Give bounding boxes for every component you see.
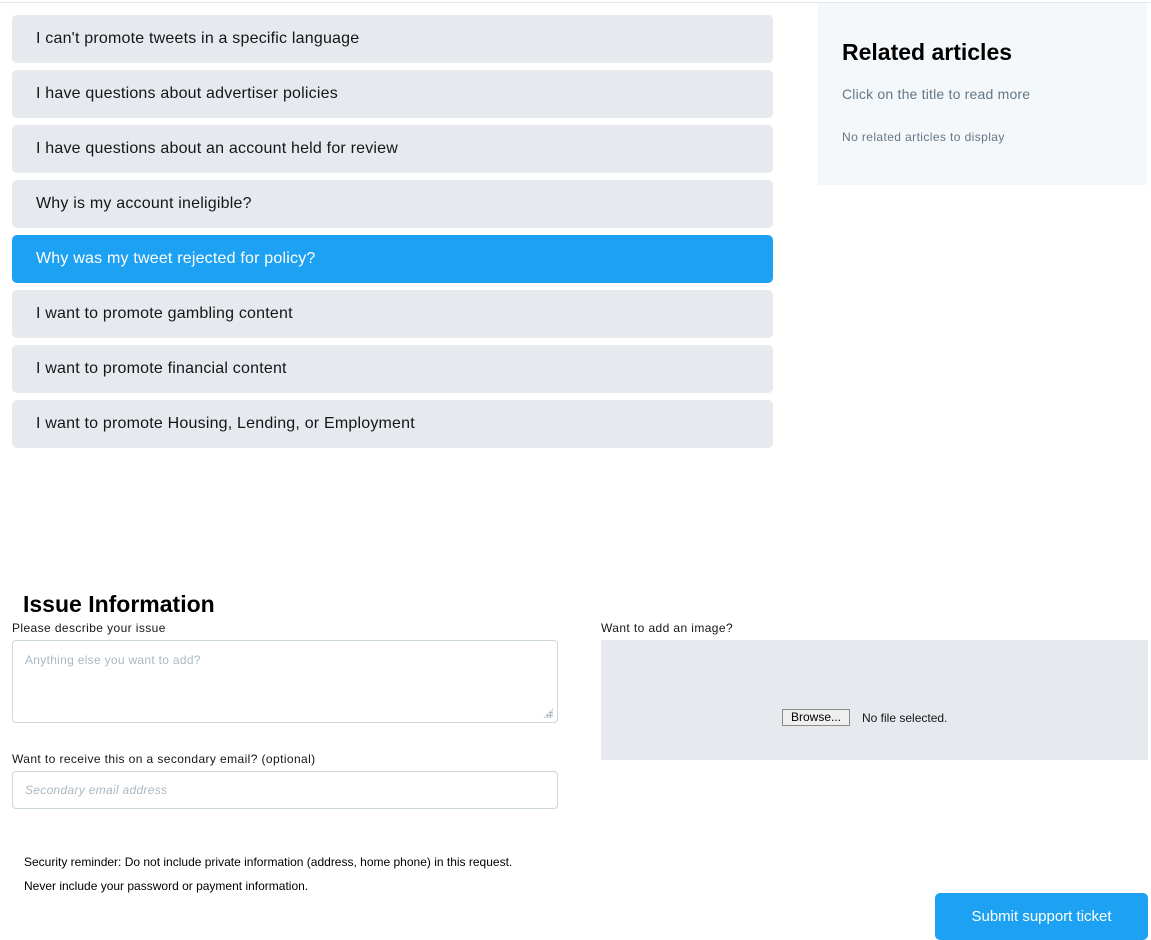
topic-option-housing-lending-employment[interactable]: I want to promote Housing, Lending, or Employment — [12, 400, 773, 448]
topic-option-financial[interactable]: I want to promote financial content — [12, 345, 773, 393]
security-reminder — [24, 850, 512, 898]
secondary-email-field — [12, 771, 558, 809]
secondary-email-input[interactable] — [13, 772, 557, 808]
image-upload-area[interactable] — [601, 640, 1148, 760]
issue-information-title: Issue Information — [23, 591, 215, 617]
describe-issue-label: Please describe your issue — [12, 621, 166, 635]
related-articles-subtitle: Click on the title to read more — [842, 86, 1031, 102]
related-articles-title: Related articles — [842, 39, 1013, 65]
topic-option-advertiser-policies[interactable]: I have questions about advertiser policies — [12, 70, 773, 118]
no-file-selected-text: No file selected. — [862, 711, 948, 725]
security-reminder-line-1: Security reminder: Do not include private information (address, home phone) in this request. — [24, 855, 513, 869]
topic-option-account-ineligible[interactable]: Why is my account ineligible? — [12, 180, 773, 228]
topic-option-gambling[interactable]: I want to promote gambling content — [12, 290, 773, 338]
topic-option-account-held[interactable]: I have questions about an account held for review — [12, 125, 773, 173]
describe-issue-input[interactable] — [13, 641, 557, 722]
submit-support-ticket-button[interactable]: Submit support ticket — [935, 893, 1148, 940]
browse-button[interactable]: Browse... — [782, 709, 850, 726]
security-reminder-line-2: Never include your password or payment information. — [24, 879, 309, 893]
secondary-email-label: Want to receive this on a secondary email? (optional) — [12, 752, 316, 766]
topic-option-tweet-rejected[interactable]: Why was my tweet rejected for policy? — [12, 235, 773, 283]
add-image-label: Want to add an image? — [601, 621, 734, 635]
topic-list — [12, 15, 773, 455]
topic-option-language[interactable]: I can't promote tweets in a specific language — [12, 15, 773, 63]
related-articles-panel — [818, 3, 1147, 185]
related-articles-empty-text: No related articles to display — [842, 130, 1005, 144]
describe-issue-field — [12, 640, 558, 723]
